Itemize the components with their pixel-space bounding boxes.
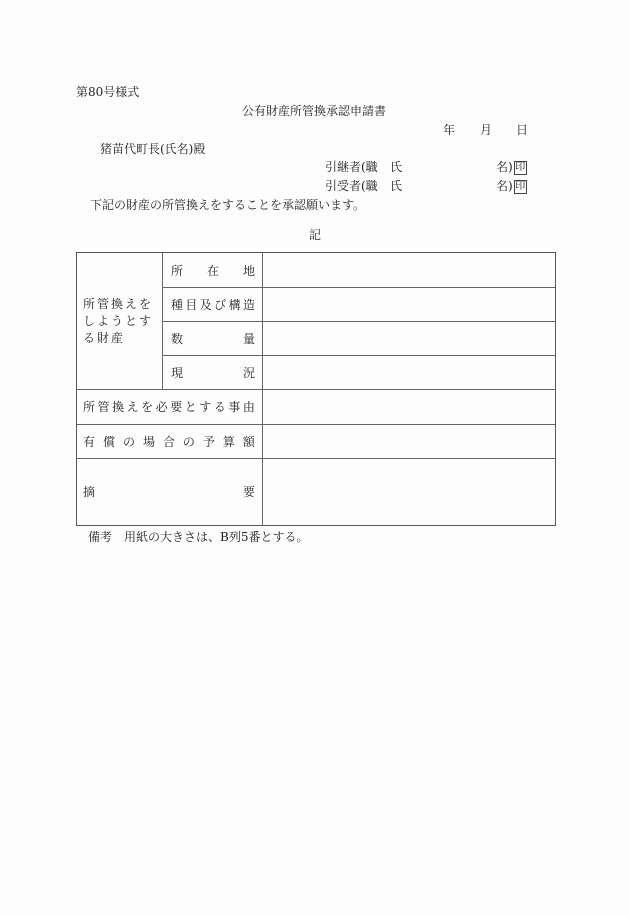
char: 目 <box>185 297 198 312</box>
char: 現 <box>171 365 184 380</box>
label-type-structure <box>171 287 255 321</box>
char: 況 <box>242 365 255 380</box>
char: 種 <box>171 297 184 312</box>
applicant-name-label: 氏 <box>390 160 403 174</box>
seal-icon: 印 <box>515 180 526 192</box>
form-number: 第80号様式 <box>76 85 140 99</box>
name-suffix: 名) <box>496 160 513 174</box>
label-budget <box>83 424 255 458</box>
char: を <box>141 400 154 414</box>
location-value[interactable] <box>263 253 555 287</box>
char: 必 <box>155 400 168 414</box>
char: の <box>122 434 135 449</box>
applicant-name-suffix <box>496 179 527 194</box>
char: と <box>184 400 197 414</box>
char: 量 <box>242 331 255 346</box>
label-reason <box>83 389 255 424</box>
type-structure-value[interactable] <box>263 288 555 321</box>
label-quantity <box>171 321 255 355</box>
char: 額 <box>242 434 255 449</box>
char: 償 <box>102 434 115 449</box>
property-table <box>76 252 556 526</box>
footnote: 備考 用紙の大きさは、B列5番とする。 <box>88 530 309 544</box>
applicant-name-label: 氏 <box>390 179 403 193</box>
char: 合 <box>162 434 175 449</box>
seal-icon: 印 <box>515 161 526 173</box>
char: 数 <box>171 331 184 346</box>
char: の <box>182 434 195 449</box>
request-text: 下記の財産の所管換えをすることを承認願います。 <box>90 198 366 212</box>
char: 在 <box>206 263 219 278</box>
condition-value[interactable] <box>263 356 555 389</box>
date-month: 月 <box>480 123 493 137</box>
remarks-value[interactable] <box>263 459 555 525</box>
char: 所 <box>83 400 96 414</box>
ki-heading: 記 <box>309 228 322 242</box>
date-day: 日 <box>516 123 529 137</box>
char: 算 <box>222 434 235 449</box>
char: 造 <box>242 297 255 312</box>
addressee: 猪苗代町長(氏名)殿 <box>100 142 206 156</box>
char: 換 <box>112 400 125 414</box>
char: え <box>126 400 139 414</box>
name-suffix: 名) <box>496 179 513 193</box>
char: 管 <box>97 400 110 414</box>
char: る <box>213 400 226 414</box>
char: す <box>199 400 212 414</box>
char: 及 <box>199 297 212 312</box>
label-remarks <box>83 458 255 525</box>
char: 構 <box>228 297 241 312</box>
char: 由 <box>242 400 255 414</box>
char: 事 <box>228 400 241 414</box>
applicant-role: 引継者(職 <box>325 160 378 174</box>
char: 所 <box>171 263 184 278</box>
char: 摘 <box>83 485 96 499</box>
budget-value[interactable] <box>263 425 555 458</box>
char: 場 <box>142 434 155 449</box>
document-title: 公有財産所管換承認申請書 <box>242 104 387 118</box>
char: 有 <box>83 434 96 449</box>
label-location <box>171 253 255 287</box>
char: び <box>214 297 227 312</box>
date-year: 年 <box>443 123 456 137</box>
char: 要 <box>170 400 183 414</box>
char: 地 <box>242 263 255 278</box>
group-label-property: 所管換えをしようとする財産 <box>83 297 154 345</box>
quantity-value[interactable] <box>263 322 555 355</box>
label-condition <box>171 355 255 389</box>
applicant-name-suffix <box>496 160 527 175</box>
reason-value[interactable] <box>263 390 555 424</box>
applicant-role: 引受者(職 <box>325 179 378 193</box>
char: 要 <box>242 485 255 499</box>
char: 予 <box>202 434 215 449</box>
